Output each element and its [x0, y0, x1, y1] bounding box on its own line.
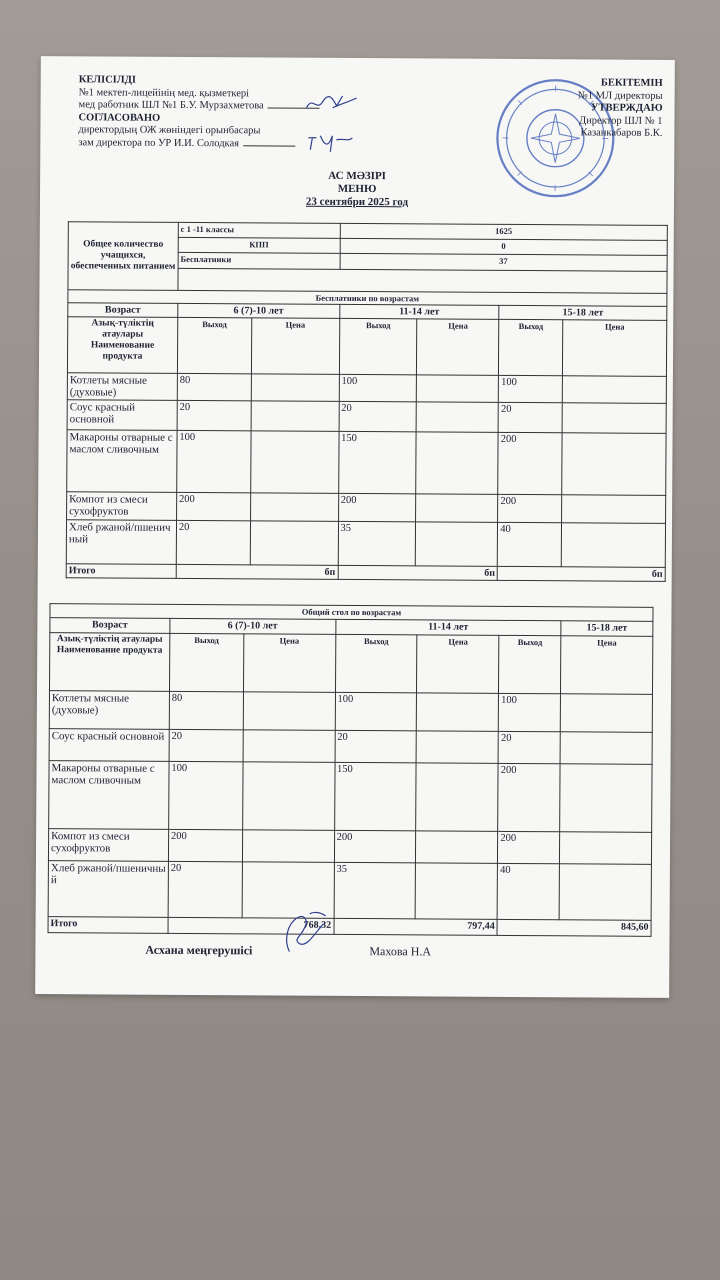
total-value: 845,60: [497, 919, 651, 936]
summary-row-value: 0: [340, 238, 668, 255]
output-value: 20: [176, 520, 250, 564]
free-meals-table: [66, 221, 668, 582]
output-header: Выход: [339, 318, 417, 374]
free-caption: Бесплатники по возрастам: [68, 290, 667, 307]
menu-document: [35, 56, 675, 998]
approved-kz: БЕКІТЕМІН: [600, 77, 663, 89]
product-name: Макароны отварные с маслом сливочным: [49, 761, 169, 830]
output-value: 200: [176, 492, 250, 520]
age-group-header: 6 (7)-10 лет: [178, 303, 340, 318]
output-value: 100: [499, 375, 563, 402]
product-name: Компот из смеси сухофруктов: [48, 829, 168, 862]
product-name: Компот из смеси сухофруктов: [67, 492, 177, 521]
output-value: 100: [177, 430, 251, 492]
output-value: 40: [497, 863, 559, 919]
title-kz: АС МӘЗІРІ: [328, 169, 387, 183]
table-row: [49, 761, 652, 833]
director-name: Казанкабаров Б.К.: [580, 127, 663, 139]
total-label: Итого: [48, 917, 168, 934]
deputy-line-ru: зам директора по УР И.И. Солодкая: [78, 136, 240, 149]
menu-date: 23 сентябри 2025 год: [305, 195, 409, 209]
product-name: Соус красный основной: [67, 400, 177, 431]
output-value: 35: [338, 521, 416, 565]
output-value: 200: [338, 493, 416, 521]
output-header: Выход: [177, 317, 251, 373]
output-value: 100: [335, 692, 417, 730]
table-row: [67, 492, 666, 524]
age-group-header: 15-18 лет: [561, 621, 653, 637]
price-header: Цена: [563, 320, 667, 377]
approved-ru: УТВЕРЖДАЮ: [590, 102, 663, 114]
output-value: 100: [169, 761, 243, 829]
students-total-label: Общее количество учащихся, обеспеченных питанием: [68, 222, 178, 291]
signature-medic-icon: [303, 92, 359, 114]
output-value: 40: [498, 522, 562, 566]
table-row: [67, 400, 666, 434]
medic-line-ru: мед работник ШЛ №1 Б.У. Мурзахметова: [78, 99, 264, 112]
product-name: Макароны отварные с маслом сливочным: [67, 430, 177, 493]
output-value: 80: [177, 373, 251, 400]
director-line-kz: №1 МЛ директоры: [577, 89, 663, 102]
total-row: [66, 564, 665, 582]
output-value: 200: [498, 494, 562, 522]
summary-row-value: 37: [340, 253, 668, 271]
footer: [145, 942, 432, 959]
output-value: 80: [169, 691, 243, 729]
total-value: 797,44: [334, 918, 498, 935]
age-group-header: 6 (7)-10 лет: [170, 618, 336, 634]
output-value: 20: [498, 402, 562, 432]
product-name: Хлеб ржаной/пшеничный: [66, 520, 176, 565]
total-label: Итого: [66, 564, 176, 579]
product-name: Котлеты мясные (духовые): [49, 691, 169, 730]
price-header: Цена: [243, 634, 335, 693]
chef-name: Махова Н.А: [369, 944, 432, 959]
price-header: Цена: [561, 636, 653, 695]
product-header: Азық-түліктің атаулары Наименование продукта: [49, 633, 169, 692]
signature-chef-icon: [279, 910, 331, 956]
output-value: 20: [335, 730, 417, 762]
total-value: 768,32: [168, 917, 334, 934]
signature-deputy-icon: [302, 130, 358, 154]
age-group-header: 15-18 лет: [499, 305, 667, 320]
age-group-header: 11-14 лет: [339, 304, 499, 319]
medic-line-kz: №1 мектеп-лицейінің мед. қызметкері: [78, 86, 250, 99]
product-name: Котлеты мясные (духовые): [67, 373, 177, 401]
agreement-block: [78, 74, 320, 150]
total-value: бп: [176, 564, 338, 579]
summary-row-value: 1625: [340, 223, 668, 240]
agreed-ru: СОГЛАСОВАНО: [78, 111, 161, 124]
chef-role: Асхана меңгерушісі: [145, 942, 253, 958]
product-name: Хлеб ржаной/пшеничный: [48, 861, 168, 918]
total-row: [48, 917, 651, 937]
output-value: 150: [338, 431, 416, 493]
price-header: Цена: [417, 319, 499, 375]
table-row: [66, 520, 665, 568]
menu-title: [40, 168, 674, 211]
price-header: Цена: [417, 635, 499, 693]
output-header: Выход: [499, 319, 563, 375]
approval-block: [578, 77, 663, 140]
output-header: Выход: [169, 633, 243, 691]
output-value: 200: [498, 432, 562, 494]
output-header: Выход: [499, 635, 561, 693]
output-value: 35: [334, 862, 416, 918]
age-label: Возраст: [50, 618, 170, 634]
output-value: 200: [168, 829, 242, 861]
summary-row-label: Бесплатники: [178, 252, 340, 269]
product-name: Соус красный основной: [49, 729, 169, 762]
common-caption: Общий стол по возрастам: [50, 604, 653, 622]
output-value: 200: [498, 763, 560, 831]
age-label: Возраст: [68, 303, 178, 318]
output-value: 20: [177, 400, 251, 430]
title-ru: МЕНЮ: [337, 182, 377, 196]
output-value: 100: [499, 693, 561, 731]
output-header: Выход: [335, 634, 417, 692]
output-value: 200: [498, 831, 560, 863]
output-value: 150: [334, 762, 416, 830]
table-row: [67, 373, 666, 404]
common-meals-table: [48, 603, 654, 937]
output-value: 20: [169, 729, 243, 761]
deputy-line-kz: директордың ОЖ жөніндегі орынбасары: [78, 124, 261, 137]
output-value: 20: [339, 401, 417, 431]
summary-row-label: КПП: [178, 237, 340, 253]
table-row: [48, 829, 651, 865]
product-header: Азық-түліктің атаулары Наименование продукта: [67, 317, 177, 374]
output-value: 100: [339, 374, 417, 401]
output-value: 20: [168, 861, 242, 917]
output-value: 200: [334, 830, 416, 862]
output-value: 20: [498, 731, 560, 763]
age-group-header: 11-14 лет: [335, 619, 561, 635]
total-value: бп: [338, 565, 498, 580]
table-row: [67, 430, 666, 496]
summary-row-label: с 1 -11 классы: [178, 222, 340, 238]
table-row: [49, 691, 652, 733]
table-row: [48, 861, 651, 921]
agreed-kz: КЕЛІСІЛДІ: [78, 74, 136, 86]
director-line-ru: Директор ШЛ № 1: [578, 114, 663, 127]
table-row: [49, 729, 652, 765]
total-value: бп: [497, 566, 665, 581]
price-header: Цена: [251, 318, 339, 375]
